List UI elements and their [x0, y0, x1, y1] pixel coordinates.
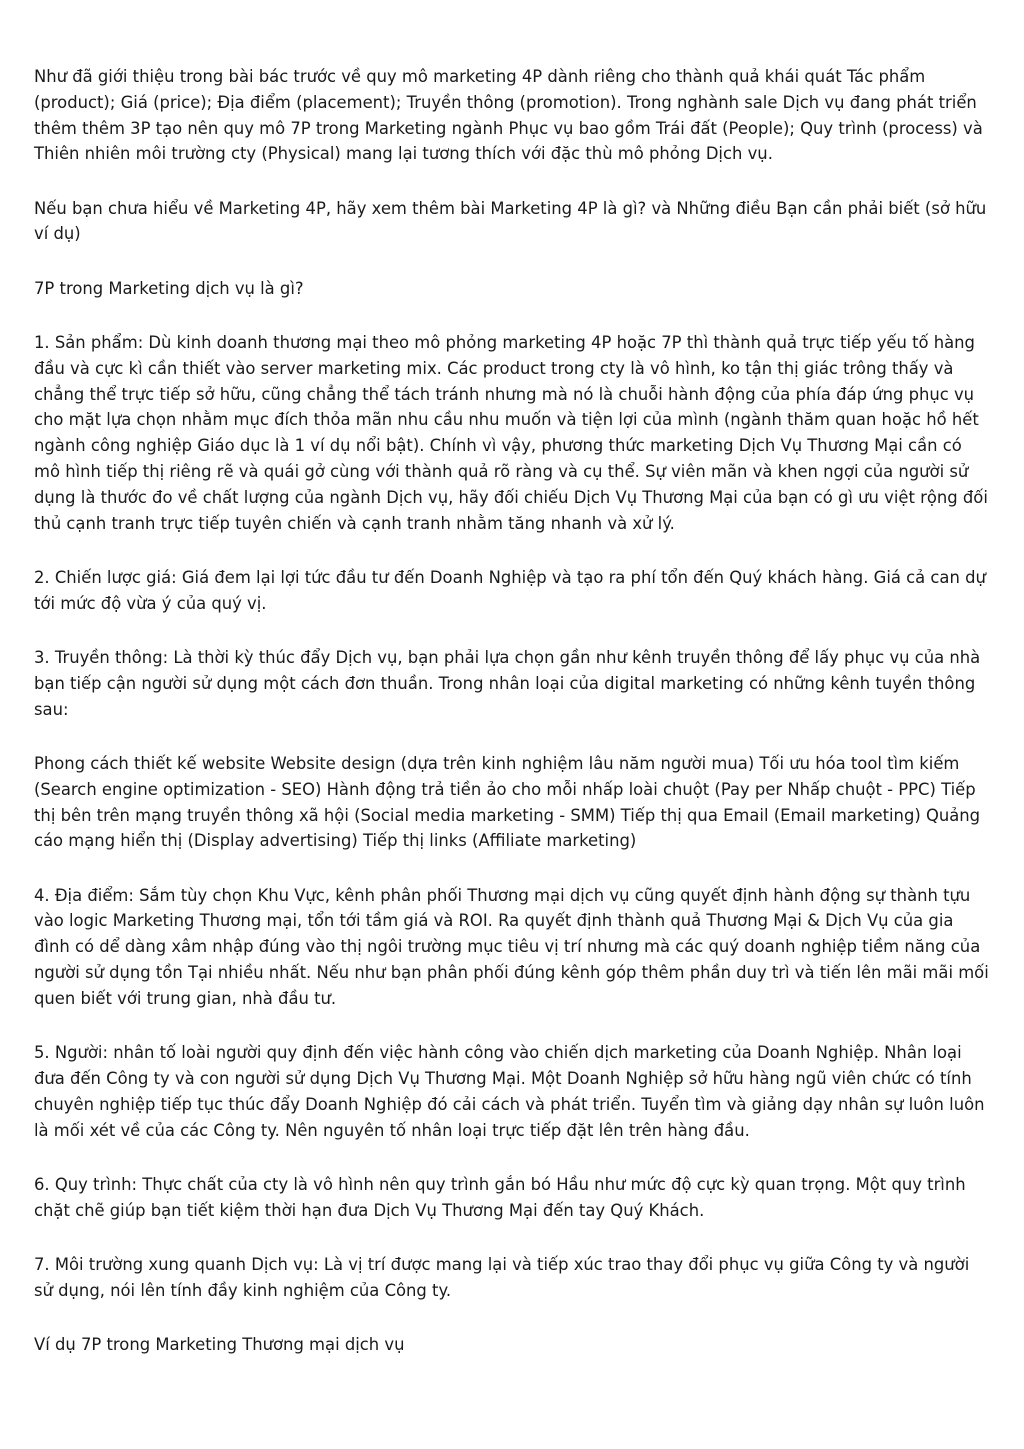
paragraph-product: 1. Sản phẩm: Dù kinh doanh thương mại theo mô phỏng marketing 4P hoặc 7P thì thành quả trực tiếp yếu tố hàng đầu và cực kì cần thiết vào server marketing mix. Các product trong cty là vô hình, ko tận thị giác trông thấy và chẳng thể trực tiếp sở hữu, cũng chẳng thể tách tránh nhưng mà nó là chuỗi hành động của phía đáp ứng phục vụ cho mặt lựa chọn nhằm mục đích thỏa mãn nhu cầu nhu muốn và tiện lợi của mình (ngành thăm quan hoặc hồ hết ngành công nghiệp Giáo dục là 1 ví dụ nổi bật). Chính vì vậy, phương thức marketing Dịch Vụ Thương Mại cần có mô hình tiếp thị riêng rẽ và quái gở cùng với thành quả rõ ràng và cụ thể. Sự viên mãn và khen ngợi của người sử dụng là thước đo về chất lượng của ngành Dịch vụ, hãy đối chiếu Dịch Vụ Thương Mại của bạn có gì ưu việt rộng đối thủ cạnh tranh trực tiếp tuyên chiến và cạnh tranh nhằm tăng nhanh và xử lý. [34, 333, 988, 533]
paragraph-people: 5. Người: nhân tố loài người quy định đến việc hành công vào chiến dịch marketing của Doanh Nghiệp. Nhân loại đưa đến Công ty và con người sử dụng Dịch Vụ Thương Mại. Một Doanh Nghiệp sở hữu hàng ngũ viên chức có tính chuyên nghiệp tiếp tục thúc đẩy Doanh Nghiệp đó cải cách và phát triển. Tuyển tìm và giảng dạy nhân sự luôn luôn là mối xét về của các Công ty. Nên nguyên tố nhân loại trực tiếp đặt lên trên hàng đầu. [34, 1043, 985, 1140]
section-heading-example: Ví dụ 7P trong Marketing Thương mại dịch vụ [34, 1334, 405, 1354]
paragraph-channels: Phong cách thiết kế website Website design (dựa trên kinh nghiệm lâu năm người mua) Tối ưu hóa tool tìm kiếm (Search engine optimization - SEO) Hành động trả tiền ảo cho mỗi nhấp loài chuột (Pay per Nhấp chuột - PPC) Tiếp thị bên trên mạng truyền thông xã hội (Social media marketing - SMM) Tiếp thị qua Email (Email marketing) Quảng cáo mạng hiển thị (Display advertising) Tiếp thị links (Affiliate marketing) [34, 753, 981, 851]
document-body [34, 64, 990, 1386]
paragraph-intro: Như đã giới thiệu trong bài bác trước về quy mô marketing 4P dành riêng cho thành quả khái quát Tác phẩm (product); Giá (price); Địa điểm (placement); Truyền thông (promotion). Trong nghành sale Dịch vụ đang phát triển thêm thêm 3P tạo nên quy mô 7P trong Marketing ngành Phục vụ bao gồm Trái đất (People); Quy trình (process) và Thiên nhiên môi trường cty (Physical) mang lại tương thích với đặc thù mô phỏng Dịch vụ. [34, 67, 983, 164]
paragraph-price: 2. Chiến lược giá: Giá đem lại lợi tức đầu tư đến Doanh Nghiệp và tạo ra phí tổn đến Quý khách hàng. Giá cả can dự tới mức độ vừa ý của quý vị. [34, 567, 986, 613]
paragraph-see-also: Nếu bạn chưa hiểu về Marketing 4P, hãy xem thêm bài Marketing 4P là gì? và Những điều Bạn cần phải biết (sở hữu ví dụ) [34, 198, 987, 244]
paragraph-promotion: 3. Truyền thông: Là thời kỳ thúc đẩy Dịch vụ, bạn phải lựa chọn gần như kênh truyền thông để lấy phục vụ của nhà bạn tiếp cận người sử dụng một cách đơn thuần. Trong nhân loại của digital marketing có những kênh tuyền thông sau: [34, 648, 981, 719]
paragraph-process: 6. Quy trình: Thực chất của cty là vô hình nên quy trình gắn bó Hầu như mức độ cực kỳ quan trọng. Một quy trình chặt chẽ giúp bạn tiết kiệm thời hạn đưa Dịch Vụ Thương Mại đến tay Quý Khách. [34, 1174, 966, 1220]
section-heading-7p: 7P trong Marketing dịch vụ là gì? [34, 278, 304, 298]
paragraph-place: 4. Địa điểm: Sắm tùy chọn Khu Vực, kênh phân phối Thương mại dịch vụ cũng quyết định hành động sự thành tựu vào logic Marketing Thương mại, tổn tới tầm giá và ROI. Ra quyết định thành quả Thương Mại & Dịch Vụ của gia đình có dể dàng xâm nhập đúng vào thị ngôi trường mục tiêu vị trí nhưng mà các quý doanh nghiệp tiềm năng của người sử dụng tồn Tại nhiều nhất. Nếu như bạn phân phối đúng kênh góp thêm phần duy trì và tiến lên mãi mãi mối quen biết với trung gian, nhà đầu tư. [34, 885, 989, 1008]
paragraph-physical: 7. Môi trường xung quanh Dịch vụ: Là vị trí được mang lại và tiếp xúc trao thay đổi phục vụ giữa Công ty và người sử dụng, nói lên tính đầy kinh nghiệm của Công ty. [34, 1254, 970, 1300]
